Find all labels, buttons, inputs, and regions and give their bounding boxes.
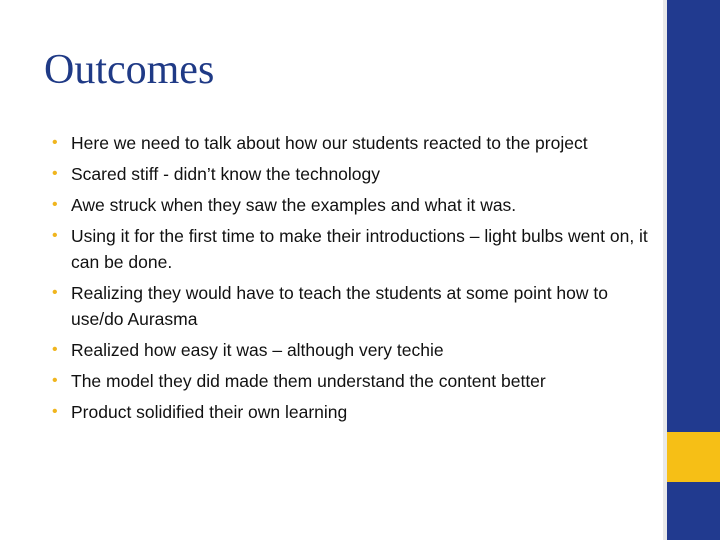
bullet-icon: • — [52, 341, 58, 358]
bullet-icon: • — [52, 196, 58, 213]
sidebar-gold-block — [667, 432, 720, 482]
bullet-list — [48, 130, 648, 430]
bullet-item — [48, 192, 648, 218]
sidebar-navy-block — [667, 0, 720, 432]
bullet-icon: • — [52, 372, 58, 389]
bullet-item — [48, 337, 648, 363]
slide-title: Outcomes — [44, 47, 215, 93]
bullet-text: Scared stiff - didn’t know the technology — [71, 164, 381, 184]
bullet-icon: • — [52, 403, 58, 420]
bullet-icon: • — [52, 227, 58, 244]
bullet-icon: • — [52, 165, 58, 182]
bullet-item — [48, 399, 648, 425]
bullet-item — [48, 223, 648, 275]
bullet-text: Product solidified their own learning — [71, 402, 348, 422]
bullet-icon: • — [52, 134, 58, 151]
bullet-item — [48, 161, 648, 187]
bullet-item — [48, 130, 648, 156]
bullet-text: Using it for the first time to make their introductions – light bulbs went on, it can be done. — [71, 226, 648, 272]
bullet-text: Here we need to talk about how our students reacted to the project — [71, 133, 588, 153]
sidebar-navy-bottom-block — [667, 482, 720, 540]
bullet-text: The model they did made them understand the content better — [71, 371, 546, 391]
bullet-text: Realized how easy it was – although very techie — [71, 340, 444, 360]
bullet-icon: • — [52, 284, 58, 301]
bullet-text: Realizing they would have to teach the students at some point how to use/do Aurasma — [71, 283, 608, 329]
bullet-item — [48, 280, 648, 332]
bullet-item — [48, 368, 648, 394]
bullet-text: Awe struck when they saw the examples and what it was. — [71, 195, 517, 215]
